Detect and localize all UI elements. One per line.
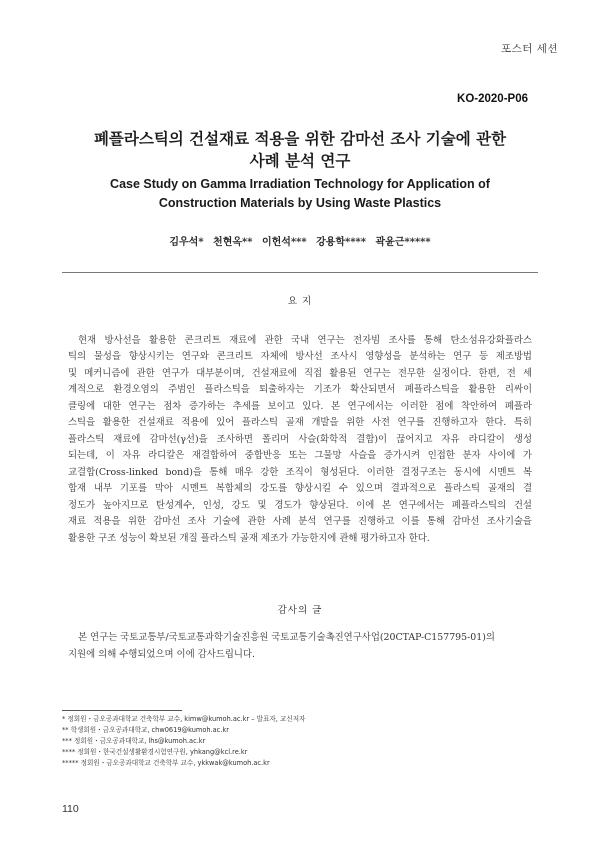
footnote-item: **** 정회원・한국건설생활환경시험연구원, yhkang@kcl.re.kr: [62, 748, 248, 756]
acknowledgement-heading: 감사의 글: [277, 605, 323, 616]
abstract-line: 교결합(Cross-linked bond)을 통해 매우 강한 조직이 형성된다. 이러한 결정구조는 동시에 시멘트 복: [68, 467, 532, 478]
abstract-line: 정도가 높아지므로 탄성계수, 인성, 강도 및 경도가 향상된다. 이에 본 연구에서는 폐플라스틱의 건설: [68, 500, 532, 511]
divider-top: [62, 272, 538, 273]
paper-code: KO-2020-P06: [457, 93, 528, 105]
abstract-line: 클링에 대한 연구는 점차 증가하는 추세를 보이고 있다. 본 연구에서는 이러한 점에 착안하여 폐플라: [68, 401, 532, 412]
abstract-line: 재료 적용을 위한 감마선 조사 기술에 관한 사례 분석 연구를 진행하고 이를 통해 감마선 조사기술을: [68, 516, 532, 527]
author-list: 김우석* 천현옥** 이헌석*** 강용학**** 곽윤근*****: [169, 237, 431, 248]
section-label: 포스터 세션: [500, 43, 558, 55]
abstract-line: 틱의 물성을 향상시키는 연구와 콘크리트 자체에 방사선 조사시 영향성을 분석하는 연구 등 제조방법: [68, 351, 532, 362]
english-title-line-1: Case Study on Gamma Irradiation Technology for Application of: [110, 177, 490, 191]
footnote-item: ***** 정회원・금오공과대학교 건축학부 교수, ykkwak@kumoh.ac.kr: [62, 759, 270, 767]
page-number: 110: [62, 803, 79, 815]
abstract-line: 되는데, 이 자유 라디칼은 재결합하여 중합반응 또는 그물망 사슬을 증가시켜 인접한 분자 사이에 가: [68, 450, 532, 461]
abstract-heading: 요 지: [287, 296, 313, 307]
abstract-line: 계적으로 환경오염의 주범인 플라스틱을 퇴출하자는 기조가 확산되면서 폐플라스틱을 활용한 리싸이: [68, 384, 532, 395]
abstract-line: 및 메커니즘에 관한 연구가 대부분이며, 건설재료에 직접 활용된 연구는 전무한 실정이다. 한편, 전 세: [68, 368, 532, 379]
abstract-line: 스틱을 활용한 건설재료 적용에 있어 플라스틱 골재 개발을 위한 사전 연구를 진행하고자 한다. 특히: [68, 417, 532, 428]
abstract-line: 현재 방사선을 활용한 콘크리트 재료에 관한 국내 연구는 전자빔 조사를 통해 탄소섬유강화플라스: [78, 335, 532, 346]
acknowledgement-line-1: 본 연구는 국토교통부/국토교통과학기술진흥원 국토교통기술촉진연구사업(20CTAP-C157795-01)의: [78, 632, 495, 643]
footnote-divider: [62, 710, 182, 711]
abstract-line: 플라스틱 재료에 감마선(γ선)을 조사하면 폴리머 사슬(화학적 결합)이 끊어지고 자유 라디칼이 생성: [68, 434, 532, 445]
footnote-item: * 정회원・금오공과대학교 건축학부 교수, kimw@kumoh.ac.kr – 발표자, 교신저자: [62, 715, 306, 723]
acknowledgement-line-2: 지원에 의해 수행되었으며 이에 감사드립니다.: [68, 649, 255, 660]
abstract-line: 활용한 구조 성능이 확보된 개질 플라스틱 골재 제조가 가능한지에 관해 평가하고자 한다.: [68, 533, 430, 544]
korean-title-line-1: 폐플라스틱의 건설재료 적용을 위한 감마선 조사 기술에 관한: [93, 130, 507, 148]
abstract-line: 합재 내부 기포를 막아 시멘트 복합체의 강도를 향상시킬 수 있으며 결과적으로 플라스틱 골재의 결: [68, 483, 532, 494]
footnote-item: ** 학생회원・금오공과대학교, chw0619@kumoh.ac.kr: [62, 726, 229, 734]
english-title-line-2: Construction Materials by Using Waste Plastics: [158, 196, 442, 210]
korean-title-line-2: 사례 분석 연구: [249, 152, 351, 170]
footnote-item: *** 정회원・금오공과대학교, lhs@kumoh.ac.kr: [62, 737, 206, 745]
